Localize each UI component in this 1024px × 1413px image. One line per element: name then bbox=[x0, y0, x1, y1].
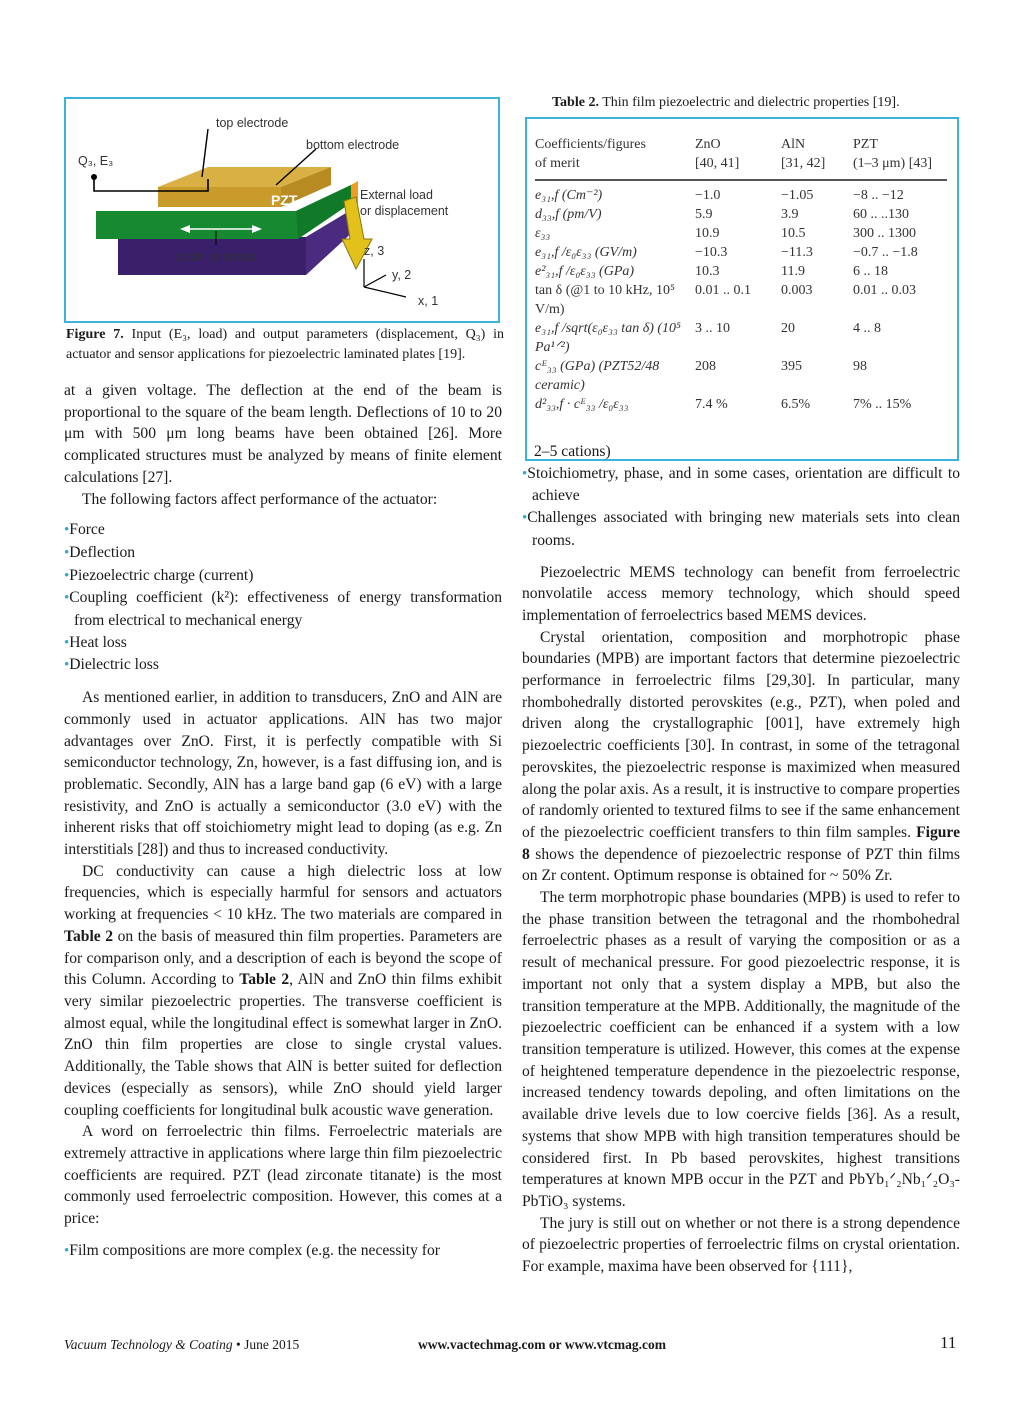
label-x-axis: x, 1 bbox=[418, 294, 439, 308]
paragraph: DC conductivity can cause a high dielectric loss at low frequencies, which is especially harmful for sensors and actuators working at frequencies < 10 kHz. The two materials are compared in Table 2 on the basis of measured thin film properties. Parameters are for comparison only, and a description of each is beyond the scope of this Column. According to Table 2, AlN and ZnO thin films exhibit very similar piezoelectric properties. The transverse coefficient is almost equal, while the longitudinal effect is somewhat larger in ZnO. ZnO thin film properties are close to single crystal values. Additionally, the Table shows that AlN is better suited for deflection devices (especially as sensors), while ZnO should yield larger coupling coefficients for longitudinal bulk acoustic wave generation. bbox=[64, 862, 502, 1119]
bullet-icon: • bbox=[522, 465, 528, 482]
paragraph: Piezoelectric MEMS technology can benefit from ferroelectric nonvolatile access memory technology, which should speed implementation of ferroelectrics based MEMS devices. bbox=[522, 563, 960, 624]
bullet-icon: • bbox=[64, 567, 70, 584]
list-item: •Heat loss bbox=[64, 633, 127, 651]
bullet-icon: • bbox=[64, 522, 70, 539]
paragraph: The following factors affect performance of the actuator: bbox=[82, 490, 438, 508]
table-row: d₃₃,f (pm/V) 5.9 3.9 60 .. ..130 bbox=[535, 207, 909, 222]
list-item: •Piezoelectric charge (current) bbox=[64, 566, 254, 584]
column-header: ZnO [40, 41] bbox=[695, 133, 781, 180]
table-row: e₃₁,f /ε₀ε₃₃ (GV/m) −10.3 −11.3 −0.7 .. −1.8 bbox=[535, 245, 918, 260]
label-top-electrode: top electrode bbox=[216, 116, 289, 130]
table-row: tan δ (@1 to 10 kHz, 10⁵ V/m) 0.01 .. 0.1 0.003 0.01 .. 0.03 bbox=[535, 283, 916, 317]
bullet-icon: • bbox=[64, 634, 70, 651]
column-header: AlN [31, 42] bbox=[781, 133, 853, 180]
table-row: ε₃₃ 10.9 10.5 300 .. 1300 bbox=[535, 226, 916, 241]
bullet-icon: • bbox=[64, 590, 70, 607]
list-item: •Challenges associated with bringing new materials sets into clean rooms. bbox=[522, 509, 960, 549]
figure-7 bbox=[64, 97, 500, 323]
column-header: Coefficients/figures of merit bbox=[535, 133, 695, 180]
figure-7-caption: Figure 7. Input (E₃, load) and output parameters (displacement, Q₃) in actuator and sensor applications for piezoelectric laminated plates [19]. bbox=[66, 327, 504, 362]
label-y-axis: y, 2 bbox=[392, 268, 412, 282]
paragraph: Crystal orientation, composition and morphotropic phase boundaries (MPB) are important factors that determine piezoelectric performance in ferroelectric films [29,30]. In particular, many rhombohedrally distorted perovskites (e.g., PZT), when poled and driven along the crystallographic [001], have extremely high piezoelectric coefficients [30]. In contrast, in some of the tetragonal perovskites, the piezoelectric response is maximized when measured along the polar axis. As a result, it is instructive to compare properties of randomly oriented to textured films to see if the same enhancement of the piezoelectric coefficient transfers to thin film samples. Figure 8 shows the dependence of piezoelectric response of PZT thin films on Zr content. Optimum response is obtained for ~ 50% Zr. bbox=[522, 628, 960, 885]
left-column bbox=[64, 380, 502, 1262]
column-header: PZT (1–3 μm) [43] bbox=[853, 133, 947, 180]
factor-list bbox=[64, 519, 502, 677]
label-bottom-electrode: bottom electrode bbox=[306, 138, 400, 152]
table-row: e²₃₁,f /ε₀ε₃₃ (GPa) 10.3 11.9 6 .. 18 bbox=[535, 264, 888, 279]
ferroelectric-list bbox=[64, 1240, 502, 1263]
paragraph: A word on ferroelectric thin films. Ferroelectric materials are extremely attractive in applications where large thin film piezoelectric coefficients are required. PZT (lead zirconate titanate) is the most commonly used ferroelectric composition. However, this comes at a price: bbox=[64, 1123, 502, 1228]
right-column bbox=[522, 441, 960, 1278]
table-row: cᴱ₃₃ (GPa) (PZT52/48 ceramic) 208 395 98 bbox=[535, 359, 867, 393]
list-item: •Coupling coefficient (k²): effectiveness of energy transformation from electrical to mechanical energy bbox=[64, 589, 502, 630]
label-displacement: or displacement bbox=[360, 204, 449, 218]
bullet-icon: • bbox=[64, 544, 70, 561]
table-2 bbox=[525, 117, 959, 461]
pzt-block bbox=[158, 187, 281, 207]
figure-reference: Figure 8 bbox=[522, 823, 960, 863]
label-strain: strain or stress bbox=[174, 250, 256, 264]
properties-table bbox=[535, 133, 947, 414]
paragraph: As mentioned earlier, in addition to transducers, ZnO and AlN are commonly used in actuator applications. AlN has two major advantages over ZnO. First, it is perfectly compatible with Si semiconductor technology, Zn, however, is a fast diffusing ion, and is problematic. Secondly, AlN has a large band gap (6 eV) with a large resistivity, and ZnO is actually a semiconductor (3.0 eV) with the inherent risks that off stoichiometry might lead to doping (as e.g. Zn interstitials [28]) and thus to increased conductivity. bbox=[64, 689, 502, 859]
label-pzt: PZT bbox=[271, 192, 298, 208]
bullet-icon: • bbox=[64, 1242, 70, 1259]
footer-url: www.vactechmag.com or www.vtcmag.com bbox=[418, 1337, 666, 1352]
challenge-list bbox=[522, 463, 960, 552]
page-number: 11 bbox=[940, 1333, 957, 1352]
table-reference: Table 2 bbox=[239, 971, 290, 989]
list-item: •Force bbox=[64, 521, 105, 539]
list-item: •Deflection bbox=[64, 543, 136, 561]
table-reference: Table 2 bbox=[64, 927, 114, 945]
footer-journal: Vacuum Technology & Coating • June 2015 bbox=[64, 1337, 300, 1352]
label-external-load: External load bbox=[360, 188, 433, 202]
table-row: d²₃₃,f · cᴱ₃₃ /ε₀ε₃₃ 7.4 % 6.5% 7% .. 15% bbox=[535, 397, 912, 412]
label-q3e3: Q₃, E₃ bbox=[78, 154, 114, 168]
figure-7-diagram bbox=[66, 99, 498, 321]
bullet-icon: • bbox=[522, 510, 528, 527]
paragraph: 2–5 cations) bbox=[534, 443, 611, 460]
paragraph: The jury is still out on whether or not there is a strong dependence of piezoelectric properties of ferroelectric films on crystal orientation. For example, maxima have been observed for {111}, bbox=[522, 1214, 960, 1276]
list-item: •Film compositions are more complex (e.g. the necessity for bbox=[64, 1241, 440, 1259]
table-2-caption: Table 2. Thin film piezoelectric and dielectric properties [19]. bbox=[552, 95, 900, 110]
paragraph: The term morphotropic phase boundaries (MPB) is used to refer to the phase transition between the tetragonal and the rhombohedral ferroelectric phases as a result of varying the composition or as a result of mechanical pressure. For good piezoelectric response, it is important not only that a system display a MPB, but also the transition temperature at the MPB. Additionally, the magnitude of the piezoelectric coefficient can be enhanced if a system with a low transition temperature is utilized. However, this comes at the expense of heightened temperature dependence in the piezoelectric response, increased tendency towards depoling, and often limitations on the available drive levels due to low coercive fields [36]. As a result, systems that show MPB with high transition temperatures should be considered first. In Pb based perovskites, highest transitions temperatures at known MPB occur in the PZT and PbYb₁ᐟ₂Nb₁ᐟ₂O₃-PbTiO₃ systems. bbox=[522, 889, 960, 1210]
paragraph: at a given voltage. The deflection at the end of the beam is proportional to the square of the beam length. Deflections of 10 to 20 μm with 500 μm long beams have been obtained [26]. More complicated structures must be analyzed by means of finite element calculations [27]. bbox=[64, 382, 502, 486]
label-z-axis: z, 3 bbox=[364, 244, 385, 258]
list-item: •Stoichiometry, phase, and in some cases, orientation are difficult to achieve bbox=[522, 464, 960, 505]
table-header-row bbox=[535, 133, 947, 180]
table-row: e₃₁,f /sqrt(ε₀ε₃₃ tan δ) (10⁵ Pa¹ᐟ²) 3 .. 10 20 4 .. 8 bbox=[535, 321, 881, 355]
table-row: e₃₁,f (Cm⁻²) −1.0 −1.05 −8 .. −12 bbox=[535, 188, 904, 203]
bullet-icon: • bbox=[64, 657, 70, 674]
list-item: •Dielectric loss bbox=[64, 656, 159, 674]
